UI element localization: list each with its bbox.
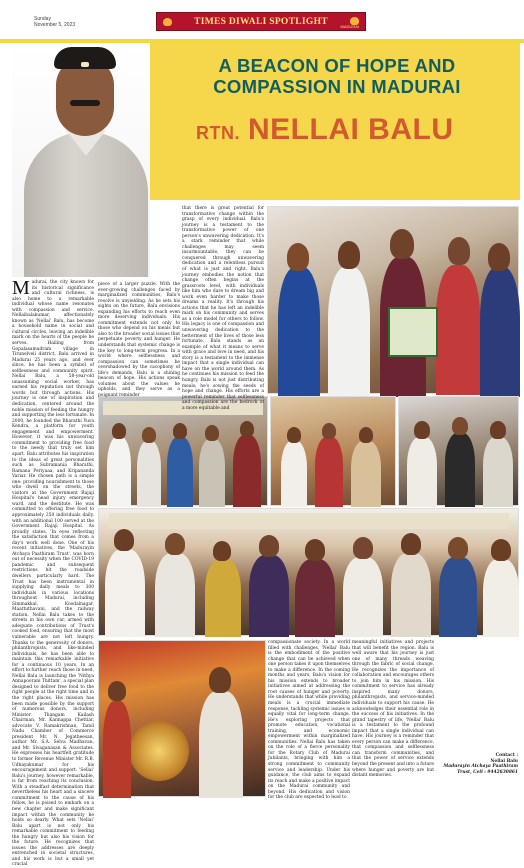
article-column-5: [268, 640, 350, 801]
photo-food-distribution: [270, 396, 396, 506]
headline: [166, 55, 508, 97]
contact-name: Nellai Balu: [490, 758, 518, 764]
article-text-3: that there is great potential for transformative change within the grasp of every individual. Balu's journey is a testament to the transformative power of one person's unwavering dedication. It's a stark reminder that while challenges may seem insurmountable, they can be conquered through unwavering dedication and a relentless pursuit of what is just and right. Balu's journey embodies the notion that change often begins at the grassroots level, with individuals like him who dare to dream big and work even harder to make those dreams a reality. It's through his actions that he has left an indelible mark on his community and serves as a role model for others to follow. His legacy is one of compassion and unwavering dedication to the betterment of the lives of those less fortunate. Balu stands as an example of what it means to serve with grace and love in need, and his story is a testament to the immense impact that a single individual can have on the world around them. As he continues his mission to feed the hungry, Balu is not just distributing meals; he's sowing the seeds of hope and change. His efforts are a powerful reminder that selflessness and compassion are the bedrock of a more equitable and: [182, 206, 264, 411]
portrait-face: [56, 58, 114, 136]
photo-dignitaries: [398, 396, 519, 506]
headline-line-1: A BEACON OF HOPE AND: [218, 55, 456, 76]
article-text-1: adurai, the city known for its historical significance and cultural richness, is also home to a remarkable individual whose name resonates with compassion and service. Nellaibalakumar, affectionately known as 'Nellai' Balu, has become a household name in social and cultural circles, leaving an indelible mark on the hearts of the people he serves. Hailing from Gopalasamudram village in Tirunelveli district, Balu arrived in Madurai 25 years ago, and ever since, he has been a symbol of selflessness and community spirit. Nellai Balu, a 58-year-old unassuming social worker, has earned his reputation not through words but through actions. His journey is one of inspiration and dedication, centered around the noble mission of feeding the hungry and supporting the less fortunate. In 2000, he founded the Bharathi Yuva Kendra, a platform for youth engagement and empowerment. However, it was his unwavering commitment to providing free food to the needy that truly set him apart. Balu attributes his inspiration to the ideas of great personalities such as Subramania Bharathi, Ramana Periyaaa, and Kripananda Variar. He chosen path is a simple one: providing nourishment to those who dwell on the streets, the visitors at the Government Rajaji Hospital's head injury emergency ward, and the destitute. He was committed to offering free food to approximately 250 individuals daily, with an additional 100 served at the Government Rajaji Hospital. As proudly states, 'In eyes reflecting the satisfaction that comes from a day's work well done. One of his recent initiatives, the 'Madurayin Atchaya Paathiram Trust', was born out of necessity when the COVID-19 pandemic and subsequent restrictions hit the roadside dwellers particularly hard. The Trust has been instrumental in supplying daily meals to 300 individuals in various locations throughout Madurai, including Simmakkal, Koodalnagar, Maattuthavani, and the railway station. Nellai Balu takes to the streets in his own car, armed with adequate contributions of Trust's cooked food, ensuring that the most vulnerable are not left hungry. Thanks to the generosity of donors, philanthropists, and like-minded individuals, he has been able to maintain this remarkable initiative for a continuous 10 years. In an effort to further reach those in need, Nellai Balu is launching the 'Nithya Annapoorani Thittam', a special plan designed to deliver free food to the right people at the right time and in the right places. His mission has been made possible by the support of numerous donors, including Minister Thangam Kailash Chairman, Mr. Kannappa Chettiar, advocate V. Ramakrishnan, Tamil Nadu Chamber of Commerce president Mr. N. Jegatheesan, author Mr. S.A. Selva Madhavan, and Mr. Sivaganasan & Associates. He expresses his heartfelt gratitude to former Revenue Minister Mr. R.B. Udhayakumar for his encouragement and support. 'Sellai' Balu's journey, however remarkable, is far from reaching its conclusion. With a steadfast determination that nevertheless his heart and a sincere commitment to the cause of his fellow, he is poised to embark on a new chapter and make significant impact within the community he holds so dearly. What sets 'Nellai' Balu apart is not only his remarkable commitment to feeding the hungry but also his vision for the future. He recognizes that issues the addresses are deeply entrenched in societal structures, and his work is but a small yet crucial: [12, 280, 94, 868]
drop-cap: M: [12, 277, 30, 299]
article-text-6: meaningful initiatives and projects that will benefit the region. Balu is well aware that his journey is just one of many threads weaving through the fabric of social change. He recognizes the importance of collaboration and encourages others to join him in his mission. His commitment to service has already inspired many donors, philanthropists, and service-minded individuals to support his cause. He acknowledges their essential role in the success of his initiatives. In the grand tapestry of life, 'Nellai' Balu is a testament to the profound impact that a single individual can have. His journey is a reminder that every person can make a difference, that compassion and selflessness can transform communities, and that the power of service extends beyond the present and into a future where hunger and poverty are but distant memories.: [352, 640, 434, 779]
contact-label: Contact :: [495, 753, 518, 758]
diya-lamp-icon: [163, 18, 172, 26]
contact-trust: Trust, Cell : 9442630861: [457, 769, 518, 775]
contact-org: Madurayin Atchaya Paathiram: [443, 764, 518, 769]
article-column-3: [182, 206, 264, 411]
dateline-day: Sunday: [34, 16, 51, 22]
portrait-tilak: [81, 62, 89, 67]
photo-temple-event: [98, 640, 266, 797]
banner-title: TIMES DIWALI SPOTLIGHT: [194, 16, 328, 27]
name-prefix: RTN.: [196, 123, 240, 143]
contact-block: [436, 753, 518, 775]
portrait-moustache: [70, 100, 100, 106]
photo-public-gathering: [98, 508, 519, 636]
article-column-2: [98, 282, 180, 398]
article-text-5: compassionate society. In a world filled with challenges, 'Nellai' Balu is the embodiment of the positive change that can be achieved when one person takes it upon themselves to make a difference. In the coming months and years, Balu's vision for his mission extends to broader initiatives aimed at addressing the root causes of hunger and poverty. He understands that while providing meals is a crucial immediate response, tackling systemic issues is equally vital for long-term change. He's exploring projects that promote education, vocational training, and economic empowerment within marginalized communities. Nellai Balu has taken on the role of a fierce personality for the Rotary Club of Madurai Jubilants, bringing with him a strong commitment to community service and leadership. Under his guidance, the club aims to expand its reach and make a positive impact on the Madurai community and beyond. His dedication and vision for the club are expected to lead to: [268, 640, 350, 801]
profile-name: [196, 112, 453, 151]
banner-subtitle: MADURAI: [340, 24, 359, 29]
photo-community-meeting: [98, 396, 268, 506]
article-text-2: piece of a larger puzzle. With the ever-growing challenges faced by marginalized communities, Balu's resolve is unyielding. As he sets his sights on the future, Balu envisions expanding his efforts to reach even more deserving individuals. His commitment extends not only to those who depend on his meals but also to the broader social issues that perpetuate poverty and hunger. He understands that systemic change is the key to long-term progress. In a world where selflessness and compassion can sometimes be overshadowed by the cacophony of life's demands, Balu is a shining beacon of hope. His actions speak volumes about the values he upholds, and they serve as a poignant reminder: [98, 282, 180, 398]
section-banner: [156, 12, 366, 31]
dateline: [34, 16, 75, 28]
article-column-1: [12, 277, 94, 868]
name-text: NELLAI BALU: [248, 113, 454, 146]
headline-line-2: COMPASSION IN MADURAI: [213, 76, 461, 97]
article-column-6: [352, 640, 434, 798]
dateline-date: November 5, 2023: [34, 22, 76, 28]
photo-award-ceremony: [267, 206, 519, 394]
